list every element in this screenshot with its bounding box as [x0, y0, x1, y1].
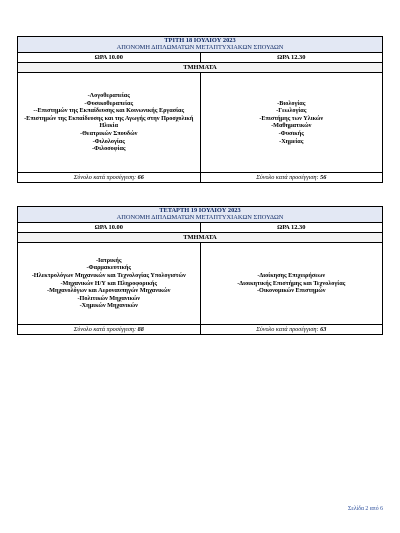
department-item: -Μηχανολόγων και Αεροναυπηγών Μηχανικών	[47, 287, 171, 295]
department-item: -Πολιτικών Μηχανικών	[77, 294, 140, 302]
total-label: Σύνολο κατά προσέγγιση:	[73, 173, 137, 181]
total-right	[200, 172, 383, 182]
department-item: -Φυσικοθεραπείας	[84, 99, 134, 107]
total-value: 88	[137, 325, 144, 333]
department-item: -Μαθηματικών	[271, 122, 312, 130]
department-item: -Λογοθεραπείας	[87, 91, 130, 99]
total-label: Σύνολο κατά προσέγγιση:	[256, 325, 319, 333]
total-label: Σύνολο κατά προσέγγιση:	[256, 173, 319, 181]
schedule-subtitle: ΑΠΟΝΟΜΗ ΔΙΠΛΩΜΑΤΩΝ ΜΕΤΑΠΤΥΧΙΑΚΩΝ ΣΠΟΥΔΩΝ	[116, 44, 284, 52]
department-item: -Ηλεκτρολόγων Μηχανικών και Τεχνολογίας Υπολογιστών	[31, 271, 186, 279]
schedule-subtitle: ΑΠΟΝΟΜΗ ΔΙΠΛΩΜΑΤΩΝ ΜΕΤΑΠΤΥΧΙΑΚΩΝ ΣΠΟΥΔΩΝ	[116, 214, 284, 222]
time-right: ΩΡΑ 12.30	[200, 52, 383, 62]
department-item: -Φυσικής	[278, 129, 304, 137]
schedule-date-title: ΤΡΙΤΗ 18 ΙΟΥΛΙΟΥ 2023	[164, 37, 236, 44]
schedule-date-title: ΤΕΤΑΡΤΗ 19 ΙΟΥΛΙΟΥ 2023	[159, 207, 241, 214]
department-item: -Θεατρικών Σπουδών	[80, 129, 138, 137]
schedule-table-tuesday	[17, 36, 383, 183]
total-value: 63	[320, 325, 327, 333]
schedule-table-wednesday	[17, 206, 383, 335]
schedule-header	[18, 207, 383, 223]
department-item: -Οικονομικών Επιστημών	[257, 287, 326, 295]
department-item: -Επιστήμης των Υλικών	[259, 114, 324, 122]
department-item: -Μηχανικών Η/Υ και Πληροφορικής	[60, 279, 158, 287]
department-item: --Επιστημών της Εκπαίδευσης και Κοινωνικής Εργασίας	[33, 107, 185, 115]
total-value: 66	[137, 173, 144, 181]
departments-list-left	[18, 242, 201, 324]
time-right: ΩΡΑ 12.30	[200, 222, 383, 232]
department-item: -Ιατρικής	[95, 256, 122, 264]
department-item: -Φαρμακευτικής	[86, 264, 132, 272]
department-item: -Χημικών Μηχανικών	[79, 302, 138, 310]
department-item: -Επιστημών της Εκπαίδευσης και της Αγωγής στην Προσχολική Ηλικία	[24, 114, 194, 130]
total-left	[18, 172, 201, 182]
department-item: -Φιλοσοφίας	[91, 145, 126, 153]
department-item: -Διοικητικής Επιστήμης και Τεχνολογίας	[237, 279, 346, 287]
department-item: -Φιλολογίας	[92, 137, 125, 145]
time-left: ΩΡΑ 10.00	[18, 222, 201, 232]
time-left: ΩΡΑ 10.00	[18, 52, 201, 62]
department-item: -Γεωλογίας	[276, 107, 307, 115]
total-value: 56	[320, 173, 327, 181]
total-right	[200, 324, 383, 334]
department-item: -Βιολογίας	[277, 99, 306, 107]
department-item: -Διοίκησης Επιχειρήσεων	[257, 271, 326, 279]
department-item: -Χημείας	[279, 137, 304, 145]
departments-header: ΤΜΗΜΑΤΑ	[18, 232, 383, 242]
total-left	[18, 324, 201, 334]
total-label: Σύνολο κατά προσέγγιση:	[73, 325, 137, 333]
schedule-header	[18, 37, 383, 53]
departments-list-right	[200, 72, 383, 172]
departments-header: ΤΜΗΜΑΤΑ	[18, 62, 383, 72]
page-number: Σελίδα 2 από 6	[348, 506, 383, 512]
departments-list-right	[200, 242, 383, 324]
departments-list-left	[18, 72, 201, 172]
